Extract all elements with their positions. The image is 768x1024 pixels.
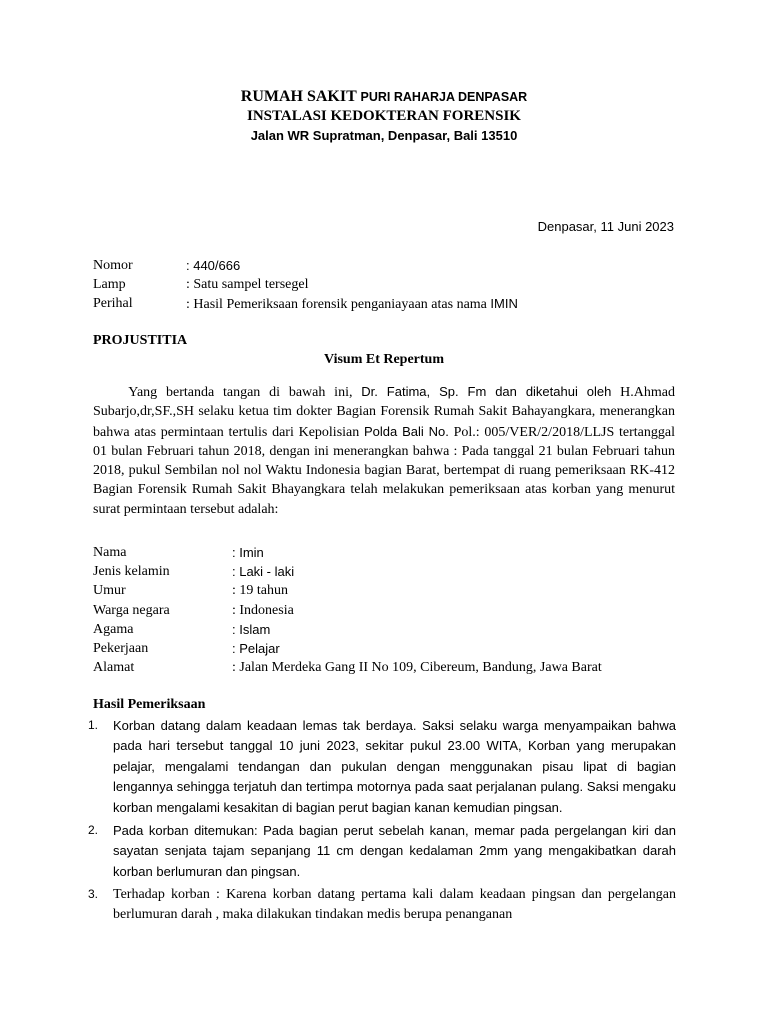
identity-value: : Islam [232, 621, 271, 637]
identity-label: Umur [93, 583, 126, 599]
identity-label: Agama [93, 621, 134, 637]
intro-paragraph [93, 382, 675, 519]
identity-row [93, 658, 693, 677]
meta-perihal [93, 294, 693, 313]
institution-address: Jalan WR Supratman, Denpasar, Bali 13510 [250, 128, 518, 143]
finding-text: Terhadap korban : Karena korban datang pertama kali dalam keadaan pingsan dan pergelangan berlumuran darah , maka dilakukan tindakan medis berupa penanganan [113, 887, 676, 922]
intro-text: H.Ahmad Subarjo,dr,SF.,SH selaku ketua tim dokter Bagian Forensik Rumah Sakit Bahayangkara, menerangkan bahwa atas permintaan tertulis dari Kepolisian [93, 385, 675, 440]
institution-name: INSTALASI KEDOKTERAN FORENSIK [247, 108, 521, 124]
visum-title: Visum Et Repertum [323, 352, 445, 367]
letter-meta [93, 256, 693, 313]
list-text [113, 821, 676, 882]
list-text [113, 885, 676, 924]
intro-text: Yang bertanda tangan di bawah ini, [128, 385, 362, 400]
identity-label: Warga negara [93, 602, 170, 618]
list-item [86, 716, 676, 818]
list-number: 3. [88, 887, 99, 902]
identity-row [93, 601, 693, 620]
letter-date: Denpasar, 11 Juni 2023 [537, 219, 674, 234]
list-number: 2. [88, 823, 99, 838]
meta-nomor [93, 256, 693, 275]
meta-label: Perihal [93, 296, 133, 311]
identity-row [93, 620, 693, 639]
identity-row [93, 581, 693, 600]
meta-label: Lamp [93, 277, 126, 292]
identity-row [93, 639, 693, 658]
meta-value: : Satu sampel tersegel [186, 277, 309, 292]
list-number: 1. [88, 718, 99, 732]
meta-label: Nomor [93, 258, 133, 273]
identity-label: Nama [93, 545, 127, 560]
finding-text: Pada bagian perut sebelah kanan, memar pada pergelangan kiri dan sayatan senjata tajam sepanjang 11 cm dengan kedalaman 2mm yang mengakibatkan darah korban berlumuran dan pingsan. [113, 823, 676, 879]
perihal-text: : Hasil Pemeriksaan forensik penganiayaan atas nama [186, 297, 491, 312]
hospital-name-prefix: RUMAH SAKIT [240, 88, 357, 105]
meta-value [186, 294, 518, 313]
list-item [86, 821, 676, 882]
results-list [86, 716, 676, 927]
list-text [113, 716, 676, 818]
identity-value: : Jalan Merdeka Gang II No 109, Cibereum, Bandung, Jawa Barat [232, 660, 602, 676]
intro-text-sans: Polda Bali No. [364, 423, 449, 439]
intro-text-sans: Dr. Fatima, Sp. Fm dan diketahui oleh [361, 384, 612, 399]
results-heading: Hasil Pemeriksaan [93, 697, 206, 712]
hospital-name-suffix: PURI RAHARJA DENPASAR [360, 90, 528, 104]
victim-identity [93, 543, 693, 677]
identity-label: Alamat [93, 660, 135, 676]
identity-value: : 19 tahun [232, 583, 288, 599]
identity-row [93, 543, 693, 562]
letterhead [0, 87, 768, 146]
meta-lamp [93, 275, 693, 294]
meta-value: : 440/666 [186, 258, 241, 273]
identity-value: : Laki - laki [232, 564, 295, 580]
identity-label: Jenis kelamin [93, 564, 170, 580]
identity-value: : Imin [232, 545, 264, 560]
finding-text: Korban datang dalam keadaan lemas tak berdaya. Saksi selaku warga menyampaikan bahwa pada hari tersebut tanggal 10 juni 2023, sekitar pukul 23.00 WITA, Korban yang merupakan pelajar, mengalami tendangan dan pukulan dengan menggunakan pisau lipat di bagian lengannya sehingga terjatuh dan tertimpa motornya pada saat perjalanan pulang. Saksi mengaku korban mengalami kesakitan di bagian perut bagian kanan kemudian pingsan. [113, 718, 676, 815]
identity-row [93, 562, 693, 581]
identity-value: : Indonesia [232, 602, 294, 618]
perihal-name: IMIN [490, 296, 518, 311]
hospital-name [0, 87, 768, 107]
identity-value: : Pelajar [232, 640, 280, 656]
finding-text: Pada korban ditemukan: [113, 823, 264, 839]
projustitia-heading: PROJUSTITIA [93, 333, 188, 348]
list-item [86, 885, 676, 924]
intro-text: Pol.: 005/VER/2/2018/LLJS tertanggal 01 bulan Februari tahun 2018, dengan ini menerangkan bahwa : Pada tanggal 21 bulan Februari tahun 2018, pukul Sembilan nol nol Waktu Indonesia bagian Barat, bertempat di ruang pemeriksaan RK-412 Bagian Forensik Rumah Sakit Bhayangkara telah melakukan pemeriksaan atas korban yang menurut surat permintaan tersebut adalah: [93, 424, 675, 517]
identity-label: Pekerjaan [93, 640, 149, 656]
